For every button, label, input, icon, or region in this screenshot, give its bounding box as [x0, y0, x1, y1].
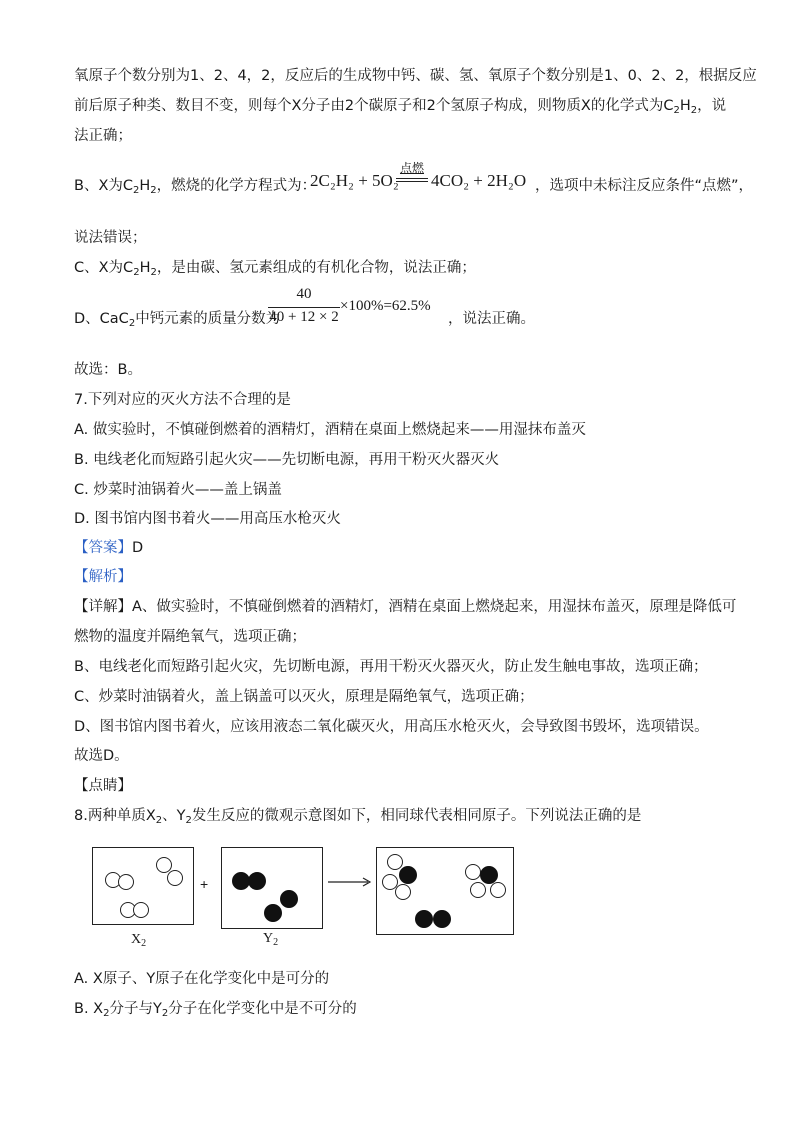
text-line: 氧原子个数分别为1、2、4，2，反应后的生成物中钙、碳、氢、氧原子个数分别是1、0、2、2，根据反应	[74, 68, 757, 84]
option-c-line: C、X为$C_2H_2$，是由碳、氢元素组成的有机化合物，说法正确；	[74, 260, 476, 278]
question-7-option-d: D. 图书馆内图书着火——用高压水枪灭火	[74, 511, 341, 527]
question-7-title: 7.下列对应的灭火方法不合理的是	[74, 392, 291, 408]
white-atom	[470, 882, 486, 898]
fraction-bar	[268, 307, 340, 308]
white-atom	[490, 882, 506, 898]
white-atom	[133, 902, 149, 918]
question-7-option-a: A. 做实验时，不慎碰倒燃着的酒精灯，酒精在桌面上燃烧起来——用湿抹布盖灭	[74, 422, 586, 438]
white-atom	[465, 864, 481, 880]
detail-line: C、炒菜时油锅着火，盖上锅盖可以灭火，原理是隔绝氧气，选项正确；	[74, 689, 534, 705]
black-atom	[248, 872, 266, 890]
equation-right: 4CO₂ + 2H₂O	[431, 171, 527, 190]
white-atom	[167, 870, 183, 886]
black-atom	[280, 890, 298, 908]
equation-equals-sign	[396, 178, 428, 182]
box-y2	[221, 847, 323, 929]
detail-line: 故选D。	[74, 748, 129, 764]
option-d-line: D、CaC$_2$中钙元素的质量分数为	[74, 311, 281, 329]
detail-line: 燃物的温度并隔绝氧气，选项正确；	[74, 629, 306, 645]
reaction-arrow	[326, 876, 374, 888]
question-7-option-b: B. 电线老化而短路引起火灾——先切断电源，再用干粉灭火器灭火	[74, 452, 500, 468]
detail-line: 【详解】A、做实验时，不慎碰倒燃着的酒精灯，酒精在桌面上燃烧起来，用湿抹布盖灭，原理是降低可	[74, 599, 737, 615]
analysis-tag: 【解析】	[74, 569, 132, 585]
box-x2	[92, 847, 194, 925]
detail-line: B、电线老化而短路引起火灾，先切断电源，再用干粉灭火器灭火，防止发生触电事故，选项正确；	[74, 659, 708, 675]
black-atom	[415, 910, 433, 928]
option-b-line: B、X为$C_2H_2$，燃烧的化学方程式为：	[74, 178, 317, 196]
equation-left: 2C₂H₂ + 5O₂	[310, 171, 399, 190]
text-line: 法正确；	[74, 128, 132, 144]
fraction-denominator: 40 + 12 × 2	[269, 309, 339, 325]
question-8-option-b: B. $X_2$分子与$Y_2$分子在化学变化中是不可分的	[74, 1001, 357, 1019]
label-x2: $X_2$	[131, 932, 147, 949]
black-atom	[264, 904, 282, 922]
label-y2: $Y_2$	[263, 931, 279, 948]
white-atom	[395, 884, 411, 900]
box-products	[376, 847, 514, 935]
text-line: 前后原子种类、数目不变，则每个X分子由2个碳原子和2个氢原子构成，则物质X的化学式为$C_2H_2$，说	[74, 98, 727, 116]
fraction-tail: ×100%=62.5%	[340, 298, 431, 314]
black-atom	[399, 866, 417, 884]
comment-tag: 【点睛】	[74, 778, 132, 794]
white-atom	[118, 874, 134, 890]
answer-line: 【答案】D	[74, 540, 144, 556]
text-line: 故选：B。	[74, 362, 142, 378]
question-7-option-c: C. 炒菜时油锅着火——盖上锅盖	[74, 482, 282, 498]
black-atom	[433, 910, 451, 928]
text-line: ，说法正确。	[448, 311, 535, 327]
white-atom	[387, 854, 403, 870]
detail-line: D、图书馆内图书着火，应该用液态二氧化碳灭火，用高压水枪灭火，会导致图书毁坏，选项错误。	[74, 719, 709, 735]
fraction-numerator: 40	[296, 286, 312, 302]
text-line: 说法错误；	[74, 230, 147, 246]
question-8-option-a: A. X原子、Y原子在化学变化中是可分的	[74, 971, 330, 987]
equation-condition: 点燃	[399, 161, 424, 175]
text-line: ，选项中未标注反应条件“点燃”，	[535, 178, 754, 194]
question-8-title: 8.两种单质$X_2$、$Y_2$发生反应的微观示意图如下，相同球代表相同原子。下列说法正确的是	[74, 808, 642, 826]
plus-sign: +	[200, 876, 209, 892]
